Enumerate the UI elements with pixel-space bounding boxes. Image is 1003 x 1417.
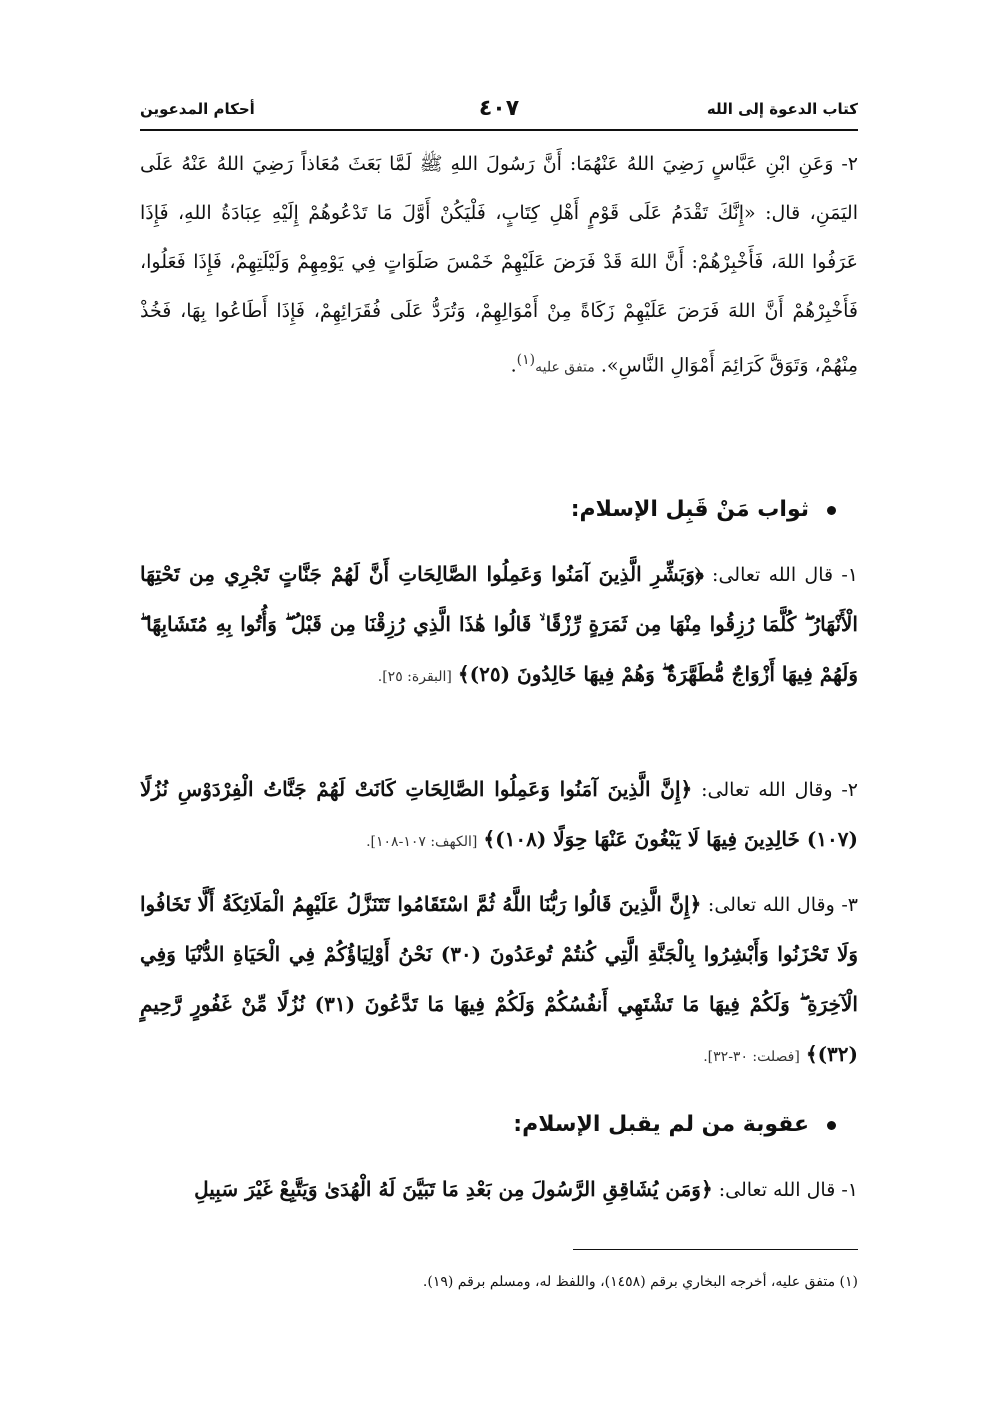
verse-item-3 [140, 880, 858, 1082]
verse-reference: [البقرة: ٢٥]. [377, 669, 452, 685]
item-number: ٣- [841, 894, 858, 916]
footnote-divider [573, 1249, 858, 1250]
hadith-paragraph: ٢- وَعَنِ ابْنِ عَبَّاسٍ رَضِيَ اللهُ عَنْهُمَا: أَنَّ رَسُولَ اللهِ ﷺ لَمَّا بَعَثَ مُعَاذاً رَضِيَ اللهُ عَنْهُ عَلَى اليَمَنِ، قال: «إِنَّكَ تَقْدَمُ عَلَى قَوْمٍ أَهْلِ كِتَابٍ، فَلْيَكُنْ أَوَّلَ مَا تَدْعُوهُمْ إِلَيْهِ عِبَادَةُ اللهِ، فَإِذَا عَرَفُوا اللهَ، فَأَخْبِرْهُمْ: أَنَّ اللهَ قَدْ فَرَضَ عَلَيْهِمْ خَمْسَ صَلَوَاتٍ فِي يَوْمِهِمْ وَلَيْلَتِهِمْ، فَإِذَا فَعَلُوا، فَأَخْبِرْهُمْ أَنَّ اللهَ فَرَضَ عَلَيْهِمْ زَكَاةً مِنْ أَمْوَالِهِمْ، وَتُرَدُّ عَلَى فُقَرَائِهِمْ، فَإِذَا أَطَاعُوا بِهَا، فَخُذْ مِنْهُمْ، وَتَوَقَّ كَرَائِمَ أَمْوَالِ النَّاسِ». متفق عليه$^{(١)}$. [140, 153, 858, 377]
verse-reference: [فصلت: ٣٠-٣٢]. [703, 1049, 800, 1065]
verse-item-4 [140, 1165, 858, 1215]
quran-verse: ﴿وَبَشِّرِ الَّذِينَ آمَنُوا وَعَمِلُوا الصَّالِحَاتِ أَنَّ لَهُمْ جَنَّاتٍ تَجْرِي مِن تَحْتِهَا الْأَنْهَارُ ۖ كُلَّمَا رُزِقُوا مِنْهَا مِن ثَمَرَةٍ رِّزْقًا ۙ قَالُوا هَٰذَا الَّذِي رُزِقْنَا مِن قَبْلُ ۖ وَأُتُوا بِهِ مُتَشَابِهًا ۖ وَلَهُمْ فِيهَا أَزْوَاجٌ مُّطَهَّرَةٌ ۖ وَهُمْ فِيهَا خَالِدُونَ (٢٥)﴾ [140, 562, 858, 686]
quran-verse: ﴿إِنَّ الَّذِينَ آمَنُوا وَعَمِلُوا الصَّالِحَاتِ كَانَتْ لَهُمْ جَنَّاتُ الْفِرْدَوْسِ نُزُلًا (١٠٧) خَالِدِينَ فِيهَا لَا يَبْغُونَ عَنْهَا حِوَلًا (١٠٨)﴾ [140, 777, 858, 851]
verse-item-1 [140, 550, 858, 702]
hadith-source: متفق عليه [535, 359, 595, 376]
book-title: كتاب الدعوة إلى الله [706, 100, 858, 118]
footnote: (١) متفق عليه، أخرجه البخاري برقم (١٤٥٨)، واللفظ له، ومسلم برقم (١٩). [422, 1274, 858, 1290]
item-intro: قال الله تعالى: [712, 564, 834, 586]
page-header [140, 98, 858, 126]
quran-verse: ﴿وَمَن يُشَاقِقِ الرَّسُولَ مِن بَعْدِ مَا تَبَيَّنَ لَهُ الْهُدَىٰ وَيَتَّبِعْ غَيْرَ سَبِيلِ [194, 1177, 713, 1201]
item-intro: قال الله تعالى: [718, 1179, 836, 1201]
quran-verse: ﴿إِنَّ الَّذِينَ قَالُوا رَبُّنَا اللَّهُ ثُمَّ اسْتَقَامُوا تَتَنَزَّلُ عَلَيْهِمُ الْمَلَائِكَةُ أَلَّا تَخَافُوا وَلَا تَحْزَنُوا وَأَبْشِرُوا بِالْجَنَّةِ الَّتِي كُنتُمْ تُوعَدُونَ (٣٠) نَحْنُ أَوْلِيَاؤُكُمْ فِي الْحَيَاةِ الدُّنْيَا وَفِي الْآخِرَةِ ۖ وَلَكُمْ فِيهَا مَا تَشْتَهِي أَنفُسُكُمْ وَلَكُمْ فِيهَا مَا تَدَّعُونَ (٣١) نُزُلًا مِّنْ غَفُورٍ رَّحِيمٍ (٣٢)﴾ [140, 892, 859, 1066]
document-page [140, 0, 858, 1417]
section-heading-reward [140, 490, 858, 530]
item-intro: وقال الله تعالى: [701, 779, 833, 801]
section-heading-punishment [140, 1105, 858, 1145]
item-number: ١- [841, 1179, 858, 1201]
bullet-icon [827, 1121, 836, 1130]
hadith-number: ٢- [841, 153, 858, 175]
item-number: ١- [841, 564, 858, 586]
page-number: ٤٠٧ [478, 96, 520, 121]
verse-item-2 [140, 765, 858, 867]
hadith-text: وَعَنِ ابْنِ عَبَّاسٍ رَضِيَ اللهُ عَنْهُمَا: أَنَّ رَسُولَ اللهِ ﷺ لَمَّا بَعَثَ مُعَاذاً رَضِيَ اللهُ عَنْهُ عَلَى اليَمَنِ، قال: «إِنَّكَ تَقْدَمُ عَلَى قَوْمٍ أَهْلِ كِتَابٍ، فَلْيَكُنْ أَوَّلَ مَا تَدْعُوهُمْ إِلَيْهِ عِبَادَةُ اللهِ، فَإِذَا عَرَفُوا اللهَ، فَأَخْبِرْهُمْ: أَنَّ اللهَ قَدْ فَرَضَ عَلَيْهِمْ خَمْسَ صَلَوَاتٍ فِي يَوْمِهِمْ وَلَيْلَتِهِمْ، فَإِذَا فَعَلُوا، فَأَخْبِرْهُمْ أَنَّ اللهَ فَرَضَ عَلَيْهِمْ زَكَاةً مِنْ أَمْوَالِهِمْ، وَتُرَدُّ عَلَى فُقَرَائِهِمْ، فَإِذَا أَطَاعُوا بِهَا، فَخُذْ مِنْهُمْ، وَتَوَقَّ كَرَائِمَ أَمْوَالِ النَّاسِ». [140, 153, 858, 377]
item-intro: وقال الله تعالى: [707, 894, 835, 916]
verse-reference: [الكهف: ١٠٧-١٠٨]. [366, 834, 478, 850]
bullet-icon [827, 506, 836, 515]
item-number: ٢- [841, 779, 859, 801]
footnote-ref: (١) [516, 352, 536, 368]
section-heading-text: ثواب مَنْ قَبِل الإسلام: [570, 497, 809, 522]
chapter-title: أحكام المدعوين [140, 100, 255, 118]
header-divider [140, 129, 858, 131]
section-heading-text: عقوبة من لم يقبل الإسلام: [513, 1112, 809, 1137]
